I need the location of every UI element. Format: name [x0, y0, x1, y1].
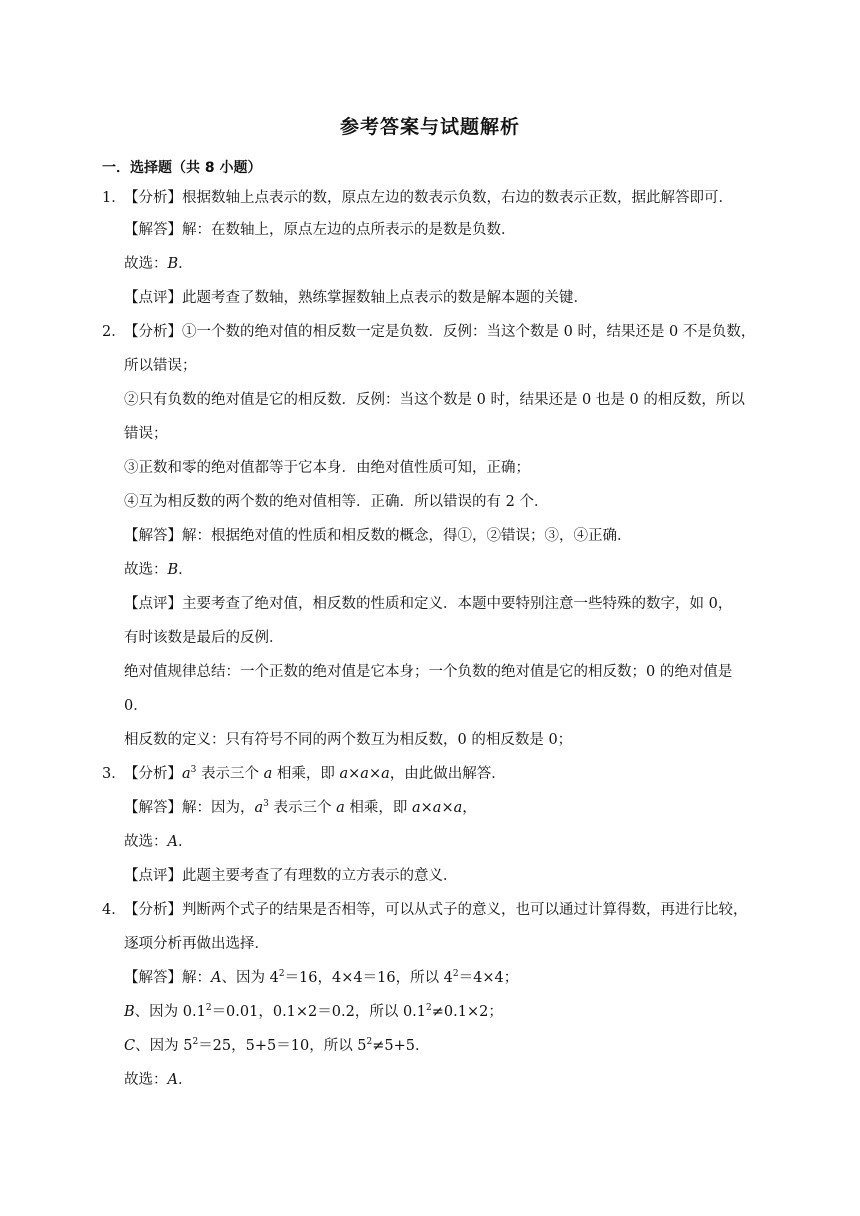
q2-comment-line3: 绝对值规律总结：一个正数的绝对值是它本身；一个负数的绝对值是它的相反数；0 的绝对值是	[124, 664, 733, 680]
q3-comment: 【点评】此题主要考查了有理数的立方表示的意义．	[124, 868, 458, 884]
q4-answer: 故选：A．	[124, 1072, 193, 1088]
q1-solution: 【解答】解：在数轴上，原点左边的点所表示的是数是负数．	[124, 222, 516, 238]
q2-solution: 【解答】解：根据绝对值的性质和相反数的概念，得①，②错误；③，④正确．	[124, 528, 632, 544]
q2-analysis-line5: ③正数和零的绝对值都等于它本身．由绝对值性质可知，正确；	[124, 460, 530, 476]
q3-solution: 【解答】解：因为，$a^3$ 表示三个 a 相乘，即 a×a×a，	[124, 799, 477, 816]
q2-number: 2．	[102, 324, 126, 340]
q1-answer: 故选：B．	[124, 256, 193, 272]
q2-analysis-line6: ④互为相反数的两个数的绝对值相等．正确．所以错误的有 2 个．	[124, 494, 549, 510]
q2-comment-line1: 【点评】主要考查了绝对值，相反数的性质和定义．本题中要特别注意一些特殊的数字，如 0，	[124, 596, 733, 612]
q4-analysis-line1: 【分析】判断两个式子的结果是否相等，可以从式子的意义，也可以通过计算得数，再进行比较，	[124, 902, 748, 918]
q4-solution-b: B、因为 $0.1^2=0.01$，0.1×2＝0.2，所以 $0.1^2\ne 0.1\times 2$；	[124, 1003, 503, 1020]
q3-analysis: 【分析】$a^3$ 表示三个 a 相乘，即 a×a×a，由此做出解答．	[124, 765, 506, 782]
q2-comment-line2: 有时该数是最后的反例．	[124, 630, 284, 646]
q2-analysis-line3: ②只有负数的绝对值是它的相反数．反例：当这个数是 0 时，结果还是 0 也是 0 的相反数，所以	[124, 392, 745, 408]
q2-analysis-line1: 【分析】①一个数的绝对值的相反数一定是负数．反例：当这个数是 0 时，结果还是 0 不是负数，	[124, 324, 756, 340]
q2-analysis-line4: 错误；	[124, 426, 168, 442]
q1-comment: 【点评】此题考查了数轴，熟练掌握数轴上点表示的数是解本题的关键．	[124, 290, 588, 306]
q2-comment-line4: 0．	[124, 698, 148, 714]
q4-number: 4．	[102, 902, 126, 918]
q2-comment-line5: 相反数的定义：只有符号不同的两个数互为相反数，0 的相反数是 0；	[124, 732, 573, 748]
q3-number: 3．	[102, 766, 126, 782]
q1-number: 1．	[102, 190, 126, 206]
q4-solution-a: 【解答】解：A、因为 $4^2=16$，4×4＝16，所以 $4^2=4\times 4$；	[124, 969, 519, 986]
q2-analysis-line2: 所以错误；	[124, 358, 197, 374]
q4-solution-c: C、因为 $5^2=25$，5+5＝10，所以 $5^2\ne 5+5$．	[124, 1037, 430, 1054]
section-heading: 一．选择题（共 8 小题）	[102, 160, 262, 176]
q1-analysis: 【分析】根据数轴上点表示的数，原点左边的数表示负数，右边的数表示正数，据此解答即可．	[124, 190, 733, 206]
q3-answer: 故选：A．	[124, 834, 193, 850]
page-title: 参考答案与试题解析	[339, 116, 520, 138]
q2-answer: 故选：B．	[124, 562, 193, 578]
q4-analysis-line2: 逐项分析再做出选择．	[124, 936, 269, 952]
